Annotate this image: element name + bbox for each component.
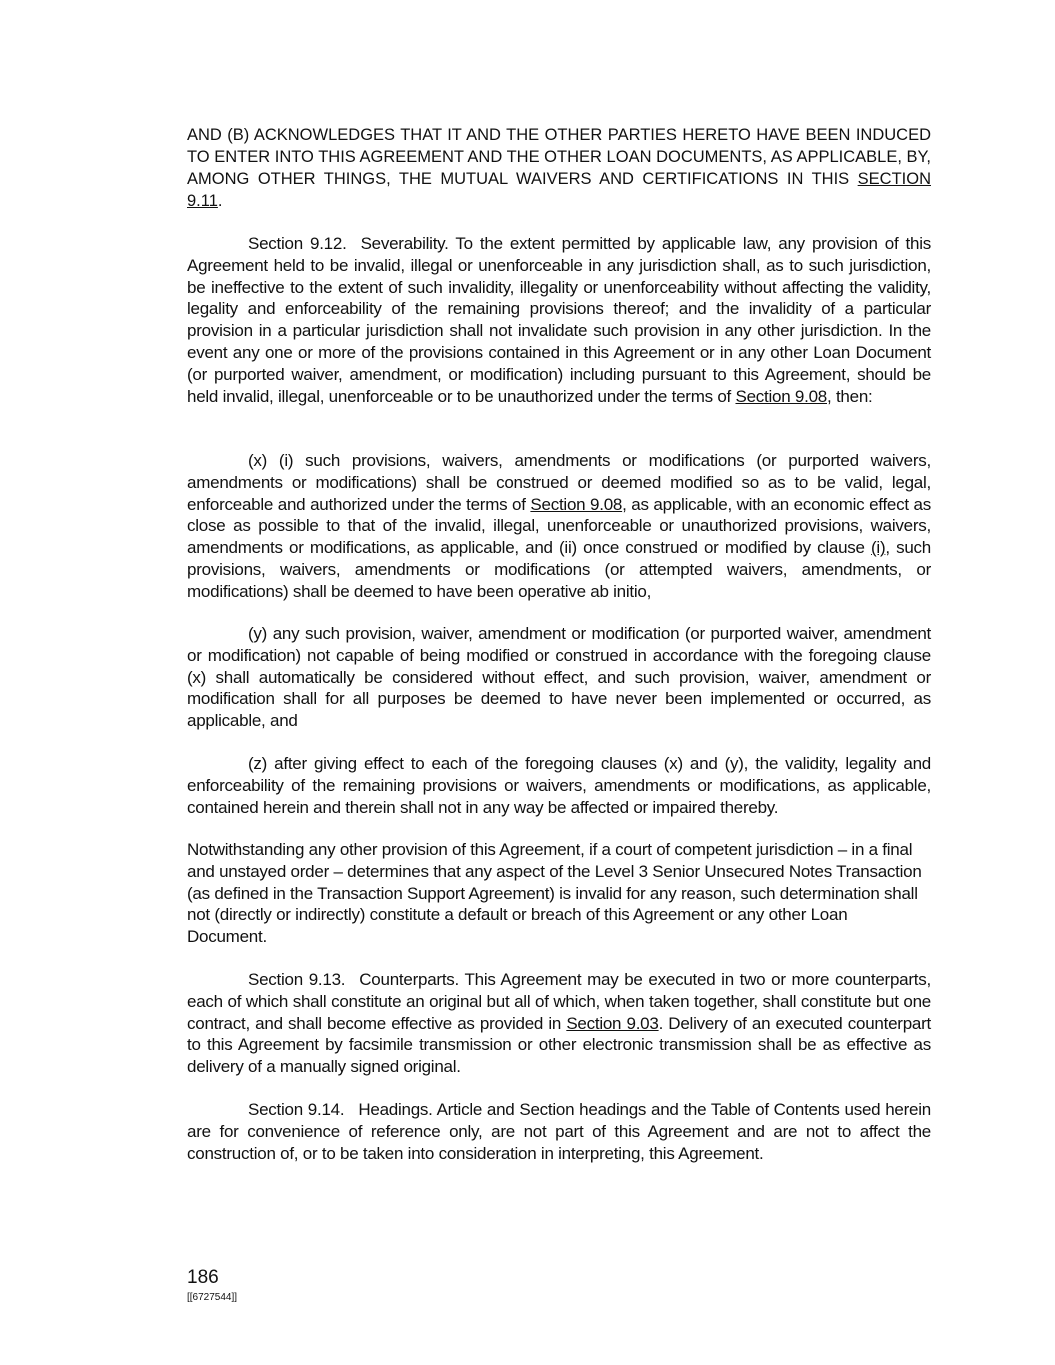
clause-y-text: (y) any such provision, waiver, amendment or modification (or purported waiver, amendment or modification) not capable of being modified or construed in accordance with the foregoing clause (x) shall automatically be considered without effect, and such provision, waiver, amendment or modification shall for all purposes be deemed to have never been implemented or occurred, as applicable, and <box>187 624 931 731</box>
clause-x-text: (x) (i) such provisions, waivers, amendments or modifications (or purported waivers, amendments or modifications) shall be construed or deemed modified so as to be valid, legal, enforceable and authorized under the terms of <box>187 451 931 514</box>
section-ref-9-08: Section 9.08 <box>735 386 827 406</box>
section-ref-9-08: Section 9.08 <box>530 494 623 514</box>
page-number: 186 <box>187 1267 219 1288</box>
section-ref-9-11: SECTION 9.11 <box>187 170 931 210</box>
section-body-end: . Delivery of an executed counterpart to this Agreement by facsimile transmission or other electronic transmission shall be as effective as delivery of a manually signed original. <box>187 1013 931 1077</box>
clause-x-text-cont: , as applicable, with an economic effect as close as possible to that of the invalid, illegal, unenforceable or unauthorized provisions, waivers, amendments or modifications, as applicable, and (ii) once construed or modified by clause <box>187 494 931 558</box>
clause-y-paragraph <box>187 623 931 732</box>
notwithstanding-text: Notwithstanding any other provision of this Agreement, if a court of competent jurisdiction – in a final and unstayed order – determines that any aspect of the Level 3 Senior Unsecured Notes Transaction (as defined in the Transaction Support Agreement) is invalid for any reason, such determination shall not (directly or indirectly) constitute a default or breach of this Agreement or any other Loan Document. <box>187 840 922 947</box>
waiver-tail-text: AND (B) ACKNOWLEDGES THAT IT AND THE OTHER PARTIES HERETO HAVE BEEN INDUCED TO ENTER INTO THIS AGREEMENT AND THE OTHER LOAN DOCUMENTS, AS APPLICABLE, BY, AMONG OTHER THINGS, THE MUTUAL WAIVERS AND CERTIFICATIONS IN THIS <box>187 126 931 188</box>
section-9-14-paragraph <box>187 1099 931 1164</box>
section-number: Section 9.14. <box>248 1100 345 1119</box>
section-number: Section 9.12. <box>248 234 347 253</box>
section-heading: Headings. <box>358 1100 433 1119</box>
section-body: Article and Section headings and the Table of Contents used herein are for convenience of reference only, are not part of this Agreement and are not to affect the construction of, or to be taken into consideration in interpreting, this Agreement. <box>187 1100 931 1163</box>
clause-ref-i: (i) <box>871 538 886 558</box>
document-id: [[6727544]] <box>187 1292 238 1303</box>
clause-x-paragraph <box>187 450 931 603</box>
section-number: Section 9.13. <box>248 970 346 989</box>
notwithstanding-paragraph <box>187 839 931 948</box>
section-body: This Agreement may be executed in two or more counterparts, each of which shall constitute an original but all of which, when taken together, shall constitute but one contract, and shall become effective as provided in <box>187 970 931 1033</box>
section-heading: Counterparts. <box>359 970 460 989</box>
section-9-12-paragraph <box>187 233 931 407</box>
clause-z-paragraph <box>187 753 931 818</box>
section-heading: Severability. <box>360 234 449 253</box>
clause-z-text: (z) after giving effect to each of the foregoing clauses (x) and (y), the validity, legality and enforceability of the remaining provisions or waivers, amendments or modifications, as applicable, contained herein and therein shall not in any way be affected or impaired thereby. <box>187 754 931 817</box>
section-9-13-paragraph <box>187 969 931 1078</box>
waiver-tail-paragraph <box>187 124 931 212</box>
section-body: To the extent permitted by applicable law, any provision of this Agreement held to be invalid, illegal or unenforceable in any jurisdiction shall, as to such jurisdiction, be ineffective to the extent of such invalidity, illegality or unenforceability without affecting the validity, legality and enforceability of the remaining provisions thereof; and the invalidity of a particular provision in a particular jurisdiction shall not invalidate such provision in any other jurisdiction. In the event any one or more of the provisions contained in this Agreement or in any other Loan Document (or purported waiver, amendment, or modification) including pursuant to this Agreement, should be held invalid, illegal, unenforceable or to be unauthorized under the terms of <box>187 234 931 406</box>
clause-x-text-end: , such provisions, waivers, amendments or modifications (or attempted waivers, amendments, or modifications) shall be deemed to have been operative ab initio, <box>187 538 932 601</box>
waiver-tail-end: . <box>217 192 223 210</box>
section-ref-9-03: Section 9.03 <box>566 1013 659 1033</box>
section-body-end: , then: <box>827 386 873 406</box>
